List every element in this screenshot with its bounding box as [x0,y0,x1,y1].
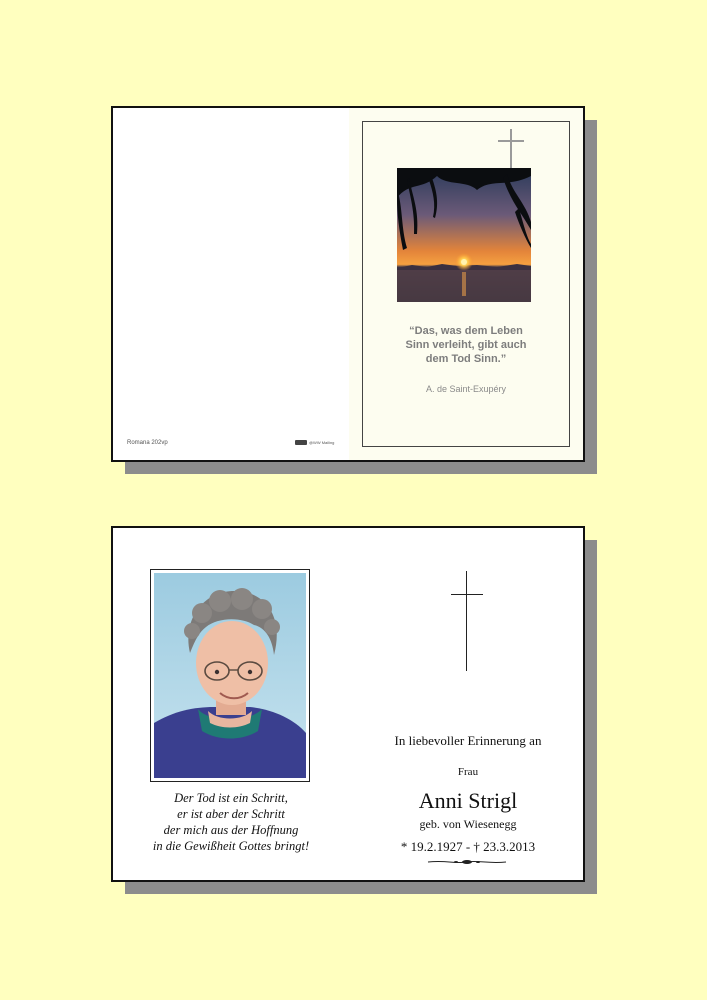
poem-line: Der Tod ist ein Schritt, [174,791,288,805]
life-dates: * 19.2.1927 - † 23.3.2013 [400,839,536,854]
poem [129,790,333,854]
publisher-label: @WW Mailing [309,440,335,445]
portrait-photo [154,573,306,778]
deceased-name: Anni Strigl [418,788,518,813]
cross-icon [451,571,483,671]
card-inner-left-page [113,108,349,460]
maiden-name: geb. von Wiesenegg [419,817,517,831]
portrait-frame [150,569,310,782]
sunset-image [397,168,531,302]
card-cover-page [349,108,583,460]
poem-line: in die Gewißheit Gottes bringt! [152,839,310,853]
remembrance-line: In liebevoller Erinnerung an [394,733,542,748]
cross-icon [498,129,524,169]
memorial-card-inside [111,526,585,882]
publisher-logo-icon [295,440,307,445]
quote [349,324,583,366]
quote-line: Sinn verleiht, gibt auch [405,339,527,351]
poem-line: der mich aus der Hoffnung [163,823,299,837]
publisher-mark [295,440,334,445]
poem-line: er ist aber der Schritt [177,807,285,821]
model-label: Romana 202vp [127,440,168,446]
ornament-divider-icon [426,859,508,865]
quote-line: “Das, was dem Leben [409,325,523,337]
salutation: Frau [457,766,479,778]
memorial-card-front [111,106,585,462]
quote-author: A. de Saint-Exupéry [425,384,507,394]
quote-line: dem Tod Sinn.” [425,353,507,365]
